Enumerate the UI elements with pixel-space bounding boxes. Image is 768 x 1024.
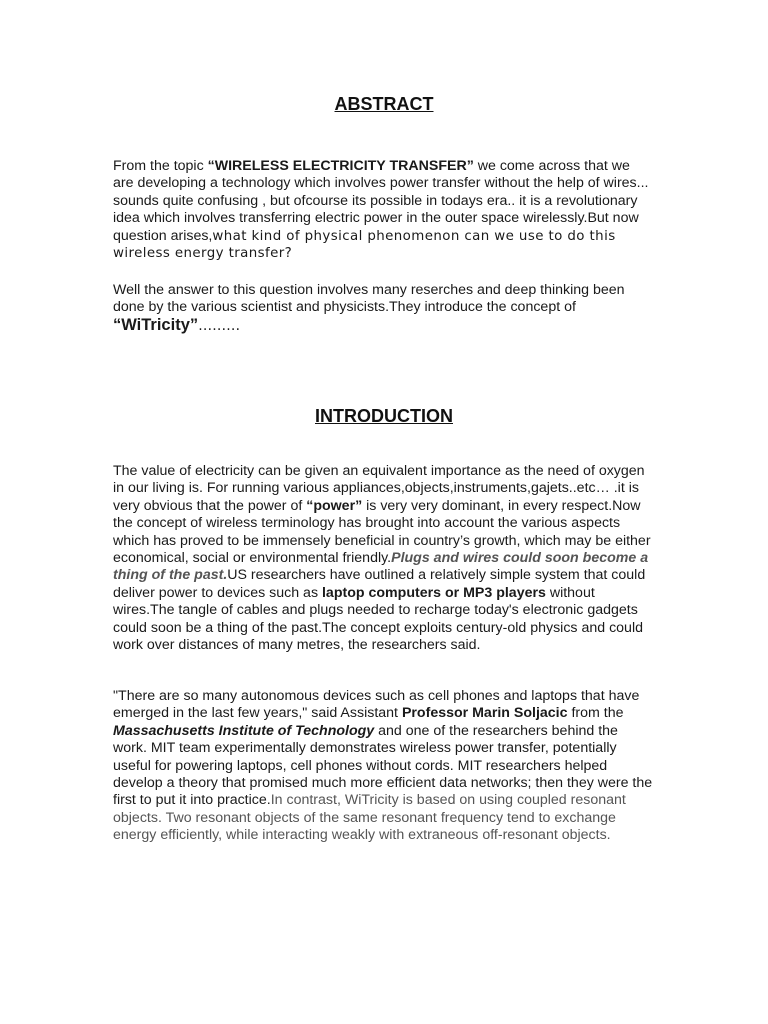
abstract-p1-question: what kind of physical phenomenon can we use to do this wireless energy transfer? <box>113 228 616 262</box>
intro-p1-devices: laptop computers or MP3 players <box>321 584 546 601</box>
abstract-p2-ellipsis: ……… <box>198 317 241 334</box>
intro-p2-text-3: and one of the researchers behind the work. MIT team experimentally demonstrates wireless power transfer, potentially useful for powering laptops, cell phones without cords. MIT researchers helped develop a theory that promised much more efficient data networks; then they were the first to put it into practice. <box>113 722 653 809</box>
intro-p2-text-2: from the <box>567 705 624 722</box>
introduction-heading: INTRODUCTION <box>315 406 453 426</box>
intro-p1-text-4: without wires.The tangle of cables and plugs needed to recharge today's electronic gadgets could soon be a thing of the past.The concept exploits century-old physics and could work over distances of many metres, the researchers said. <box>113 584 643 654</box>
intro-p1-text-3: US researchers have outlined a relatively simple system that could deliver power to devices such as <box>113 567 646 601</box>
introduction-paragraph-2 <box>113 688 653 845</box>
abstract-p1-text-2: we come across that we are developing a technology which involves power transfer without the help of wires... sounds quite confusing , but ofcourse its possible in todays era.. it is a revolutionary idea which involves transferring electric power in the outer space wirelessly.But now question arises, <box>113 158 649 244</box>
abstract-paragraph-1 <box>113 158 653 263</box>
abstract-p1-text-1: From the topic <box>113 158 208 174</box>
abstract-paragraph-2 <box>113 282 653 335</box>
intro-p2-professor: Professor Marin Soljacic <box>401 705 568 722</box>
abstract-p1-topic: “WIRELESS ELECTRICITY TRANSFER” <box>207 158 474 174</box>
abstract-p2-witricity: “WiTricity” <box>113 315 199 334</box>
intro-p2-text-1: "There are so many autonomous devices such as cell phones and laptops that have emerged in the last few years," said Assistant <box>113 688 640 722</box>
introduction-paragraph-1 <box>113 463 653 654</box>
intro-p1-text-1: The value of electricity can be given an equivalent importance as the need of oxygen in our living is. For running various appliances,objects,instruments,gajets..etc… .it is very obvious that the power of <box>113 463 645 514</box>
intro-p2-institute: Massachusetts Institute of Technology <box>113 722 375 739</box>
abstract-heading: ABSTRACT <box>334 94 434 114</box>
abstract-p2-text-1: Well the answer to this question involves many reserches and deep thinking been done by the various scientist and physicists.They introduce the concept of <box>113 282 625 316</box>
intro-p1-emphasis: Plugs and wires could soon become a thing of the past. <box>113 550 649 584</box>
intro-p1-text-2: is very very dominant, in every respect.Now the concept of wireless terminology has brought into account the various aspects which has proved to be immensely beneficial in country’s growth, which may be either economical, social or environmental friendly. <box>113 497 651 567</box>
intro-p1-power: “power” <box>306 497 363 514</box>
intro-p2-text-4: In contrast, WiTricity is based on using coupled resonant objects. Two resonant objects of the same resonant frequency tend to exchange energy efficiently, while interacting weakly with extraneous off-resonant objects. <box>113 792 626 844</box>
